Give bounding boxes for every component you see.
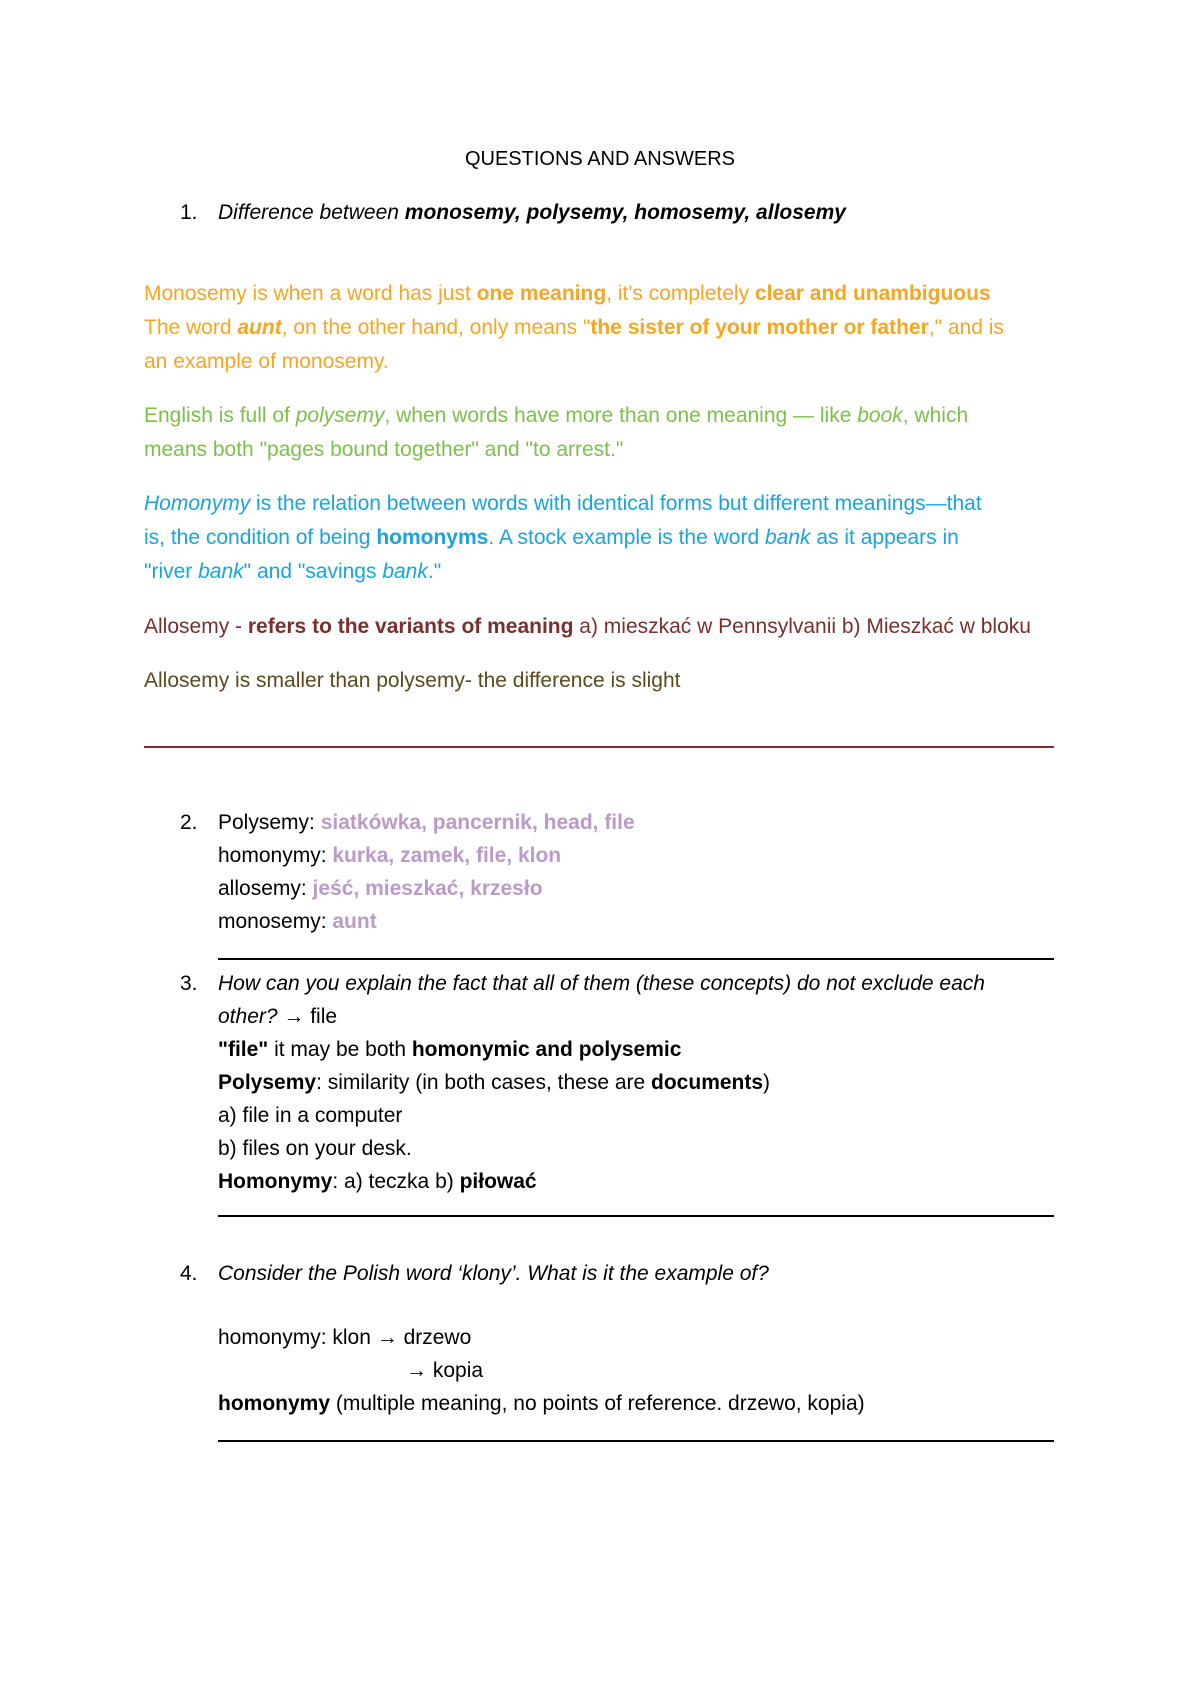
- q1-number: 1.: [180, 201, 198, 224]
- homonymy-line-2: is, the condition of being homonyms. A stock example is the word bank as it appears in: [144, 526, 959, 549]
- polysemy-line-2: means both "pages bound together" and "to arrest.": [144, 438, 624, 461]
- section-divider: [144, 746, 1054, 748]
- q4-question: Consider the Polish word ‘klony’. What is it the example of?: [218, 1262, 769, 1285]
- q2-divider: [218, 958, 1054, 960]
- monosemy-line-1: Monosemy is when a word has just one meaning, it's completely clear and unambiguous: [144, 282, 991, 305]
- allosemy-line-1: Allosemy - refers to the variants of meaning a) mieszkać w Pennsylvanii b) Mieszkać w bloku: [144, 615, 1031, 638]
- q3-answer-line-1: "file" it may be both homonymic and polysemic: [218, 1038, 682, 1061]
- q4-answer-line-2: → kopia: [406, 1359, 484, 1382]
- q4-number: 4.: [180, 1262, 198, 1285]
- page-title: QUESTIONS AND ANSWERS: [464, 148, 736, 170]
- polysemy-line-1: English is full of polysemy, when words have more than one meaning — like book, which: [144, 404, 969, 427]
- q4-answer-line-3: homonymy (multiple meaning, no points of reference. drzewo, kopia): [218, 1392, 865, 1415]
- q3-answer-line-2: Polysemy: similarity (in both cases, these are documents): [218, 1071, 771, 1094]
- q1-text: Difference between monosemy, polysemy, homosemy, allosemy: [218, 201, 846, 224]
- allosemy-line-2: Allosemy is smaller than polysemy- the difference is slight: [144, 669, 681, 692]
- arrow-right-icon: →: [406, 1359, 427, 1382]
- q3-question-line-1: How can you explain the fact that all of them (these concepts) do not exclude each: [218, 972, 985, 995]
- q3-answer-line-5: Homonymy: a) teczka b) piłować: [218, 1170, 537, 1193]
- q2-row-homonymy: homonymy: kurka, zamek, file, klon: [218, 844, 562, 867]
- arrow-right-icon: →: [283, 1005, 305, 1028]
- q3-question-line-2: other? → file: [218, 1005, 338, 1028]
- q4-answer-line-1: homonymy: klon → drzewo: [218, 1326, 472, 1349]
- q3-number: 3.: [180, 972, 198, 995]
- q2-number: 2.: [180, 811, 198, 834]
- arrow-right-icon: →: [376, 1326, 398, 1349]
- homonymy-line-3: "river bank" and "savings bank.": [144, 560, 442, 583]
- homonymy-line-1: Homonymy is the relation between words with identical forms but different meanings—that: [144, 492, 982, 515]
- q3-divider: [218, 1215, 1054, 1217]
- q2-row-monosemy: monosemy: aunt: [218, 910, 377, 933]
- q4-divider: [218, 1440, 1054, 1442]
- q2-row-allosemy: allosemy: jeść, mieszkać, krzesło: [218, 877, 543, 900]
- monosemy-line-2: The word aunt, on the other hand, only means "the sister of your mother or father," and is: [144, 316, 1004, 339]
- monosemy-line-3: an example of monosemy.: [144, 350, 389, 373]
- q3-answer-line-3: a) file in a computer: [218, 1104, 403, 1127]
- q3-answer-line-4: b) files on your desk.: [218, 1137, 412, 1160]
- q2-row-polysemy: Polysemy: siatkówka, pancernik, head, file: [218, 811, 635, 834]
